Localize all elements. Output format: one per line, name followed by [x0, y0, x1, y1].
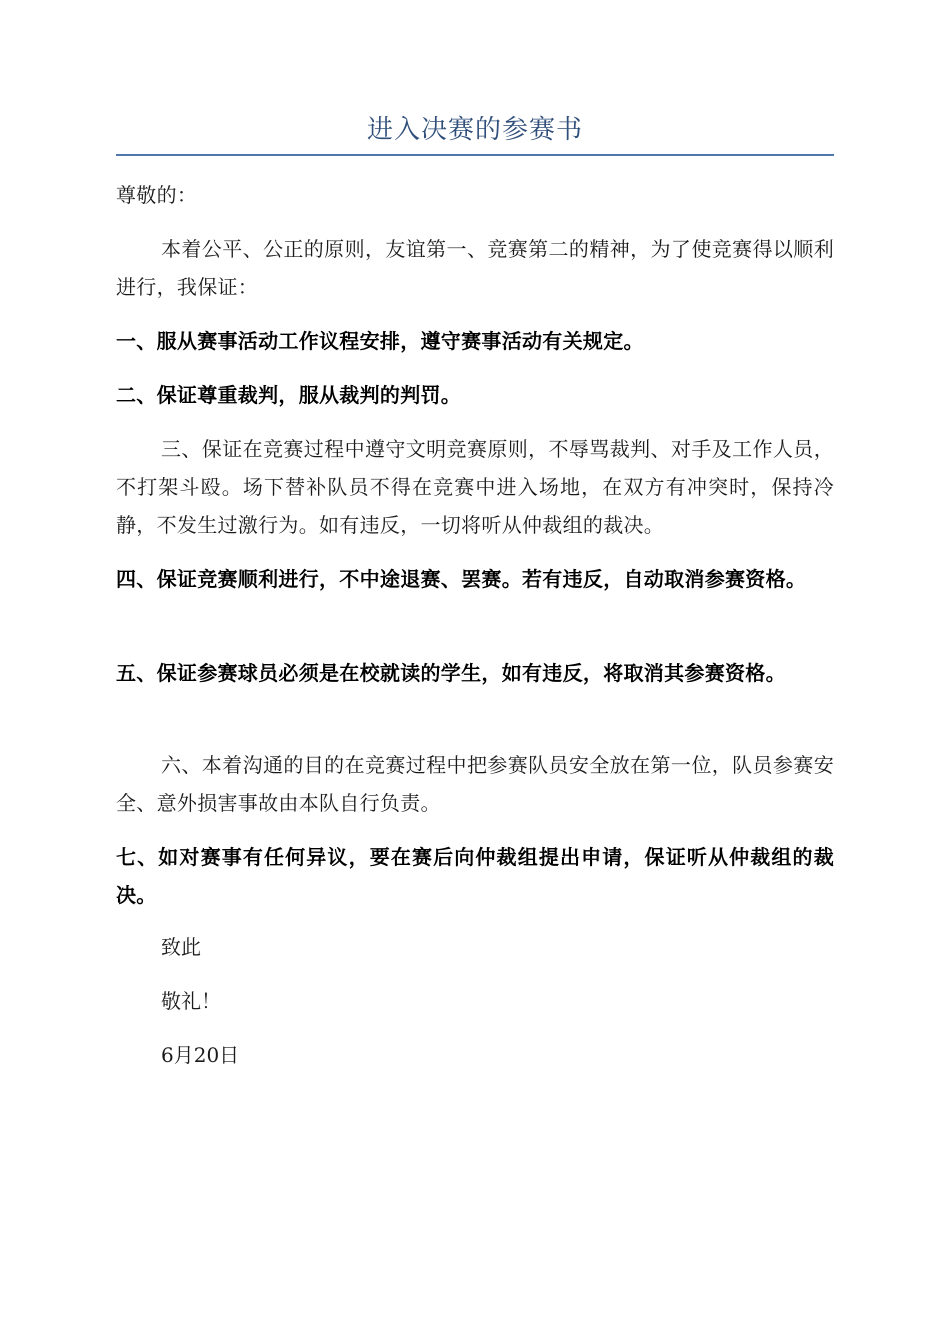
closing-regards: 敬礼！ — [161, 989, 221, 1013]
clause-2: 二、保证尊重裁判，服从裁判的判罚。 — [116, 383, 462, 407]
document-date: 6月20日 — [161, 1043, 240, 1067]
clause-5: 五、保证参赛球员必须是在校就读的学生，如有违反，将取消其参赛资格。 — [116, 661, 786, 685]
salutation: 尊敬的： — [116, 183, 198, 207]
document-title: 进入决赛的参赛书 — [366, 115, 583, 145]
clause-3: 三、保证在竞赛过程中遵守文明竞赛原则，不辱骂裁判、对手及工作人员，不打架斗殴。场下替补队员不得在竞赛中进入场地，在双方有冲突时，保持冷静，不发生过激行为。如有违反，一切将听从仲裁组的裁决。 — [116, 437, 834, 537]
title-underline — [116, 154, 834, 156]
clause-6: 六、本着沟通的目的在竞赛过程中把参赛队员安全放在第一位，队员参赛安全、意外损害事故由本队自行负责。 — [116, 753, 834, 815]
clause-4: 四、保证竞赛顺利进行，不中途退赛、罢赛。若有违反，自动取消参赛资格。 — [116, 567, 807, 591]
closing-line: 致此 — [161, 935, 201, 959]
clause-1: 一、服从赛事活动工作议程安排，遵守赛事活动有关规定。 — [116, 329, 644, 353]
intro-paragraph: 本着公平、公正的原则，友谊第一、竞赛第二的精神，为了使竞赛得以顺利进行，我保证： — [116, 237, 834, 299]
clause-7: 七、如对赛事有任何异议，要在赛后向仲裁组提出申请，保证听从仲裁组的裁决。 — [116, 845, 834, 907]
